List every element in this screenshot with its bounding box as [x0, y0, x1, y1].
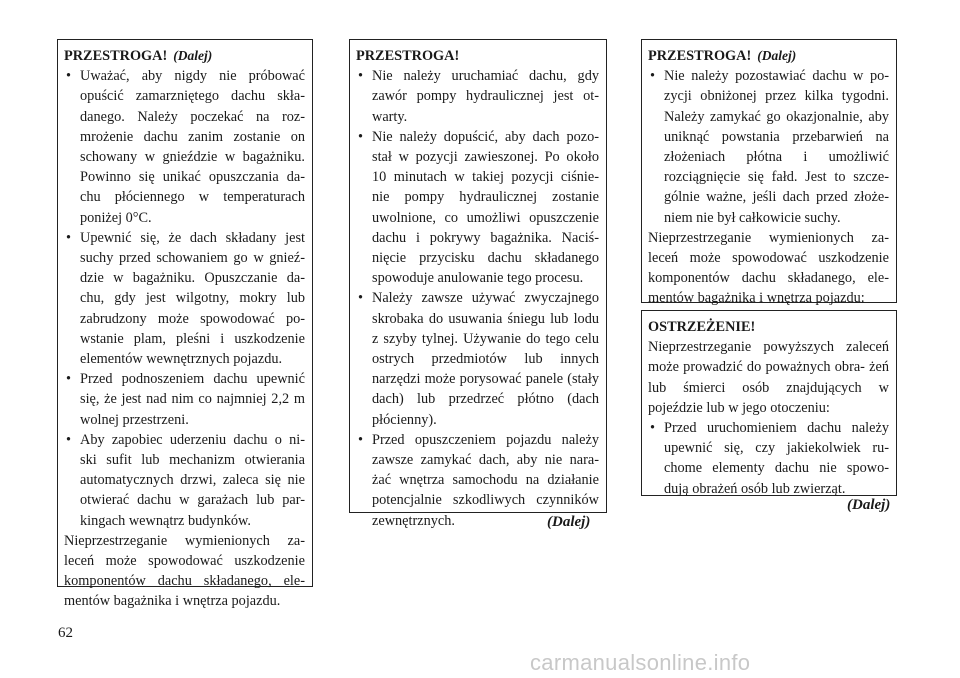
caution-heading [356, 46, 599, 66]
heading-text: OSTRZEŻENIE! [648, 319, 756, 335]
caution-list [648, 66, 889, 228]
warning-list [648, 418, 889, 499]
page-number: 62 [58, 625, 73, 641]
list-item: • Aby zapobiec uderzeniu dachu o ni- ski sufit lub mechanizm otwierania automatycznych drzwi, zaleca się nie otwierać dachu w garażach lub par- kingach wewnątrz budynków. [64, 430, 305, 531]
caution-list [64, 66, 305, 531]
warning-heading [648, 317, 889, 337]
caution-heading [64, 46, 305, 66]
continued-label: (Dalej) [847, 497, 891, 513]
warning-box-col3 [641, 310, 897, 496]
caution-list [356, 66, 599, 531]
caution-paragraph: Nieprzestrzeganie wymienionych za- leceń może spowodować uszkodzenie komponentów dachu składanego, ele- mentów bagażnika i wnętrza pojazdu: [648, 229, 889, 307]
caution-box-col3 [641, 39, 897, 307]
heading-text: PRZESTROGA! [64, 48, 168, 64]
list-item: • Należy zawsze używać zwyczajnego skrobaka do usuwania śniegu lub lodu z szyby tylnej. Używanie do tego celu ostrych przedmiotów lub innych narzędzi może porysować panele (stały dach) lub przedrzeć płótno (dach płócienny). [356, 288, 599, 429]
list-item: • Nie należy pozostawiać dachu w po- zycji obniżonej przez kilka tygodni. Należy zamykać go okazjonalnie, aby uniknąć powstania przebarwień na złożeniach płótna i umożliwić rozciągnięcie się fałd. Jest to szcze- gólnie ważne, jeśli dach przed złoże- niem nie był całkowicie suchy. [648, 66, 889, 228]
caution-heading [648, 46, 889, 66]
caution-paragraph: Nieprzestrzeganie wymienionych za- leceń może spowodować uszkodzenie komponentów dachu składanego, ele- mentów bagażnika i wnętrza pojazdu. [64, 532, 305, 610]
list-item: • Przed podnoszeniem dachu upewnić się, że jest nad nim co najmniej 2,2 m wolnej przestrzeni. [64, 369, 305, 430]
continued-label: (Dalej) [173, 48, 213, 63]
list-item: • Upewnić się, że dach składany jest suchy przed schowaniem go w gnieź- dzie w bagażniku. Opuszczanie da- chu, gdy jest wilgotny, mokry lub zabrudzony może spowodować po- wstanie plam, pleśni i uszkodzenie elementów wewnętrznych pojazdu. [64, 228, 305, 369]
continued-label: (Dalej) [547, 514, 591, 530]
continued-label: (Dalej) [757, 48, 797, 63]
list-item: • Uważać, aby nigdy nie próbować opuścić zamarzniętego dachu skła- danego. Należy poczekać na roz- mrożenie dachu zanim zostanie on schowany w gnieździe w bagażniku. Powinno się unikać opuszczania da- chu płóciennego w temperaturach poniżej 0°C. [64, 66, 305, 228]
list-item: • Nie należy dopuścić, aby dach pozo- stał w pozycji zawieszonej. Po około 10 minutach w takiej pozycji ciśnie- nie pompy hydraulicznej zostanie uwolnione, co umożliwi opuszczenie dachu i pokrywy bagażnika. Naciś- nięcie przycisku dachu składanego spowoduje anulowanie tego procesu. [356, 127, 599, 289]
list-item: • Przed opuszczeniem pojazdu należy zawsze zamykać dach, aby nie nara- żać wnętrza samochodu na działanie potencjalnie szkodliwych czynników zewnętrznych. [356, 430, 599, 531]
warning-paragraph: Nieprzestrzeganie powyższych zaleceń może prowadzić do poważnych obra- żeń lub śmierci osób znajdujących w pojeździe lub w jego otoczeniu: [648, 339, 889, 416]
caution-box-col1 [57, 39, 313, 610]
watermark: carmanualsonline.info [530, 650, 751, 675]
heading-text: PRZESTROGA! [648, 48, 752, 64]
list-item: • Nie należy uruchamiać dachu, gdy zawór pompy hydraulicznej jest ot- warty. [356, 66, 599, 127]
heading-text: PRZESTROGA! [356, 48, 460, 64]
list-item: • Przed uruchomieniem dachu należy upewnić się, czy jakiekolwiek ru- chome elementy dachu nie spowo- dują obrażeń osób lub zwierząt. [648, 418, 889, 499]
